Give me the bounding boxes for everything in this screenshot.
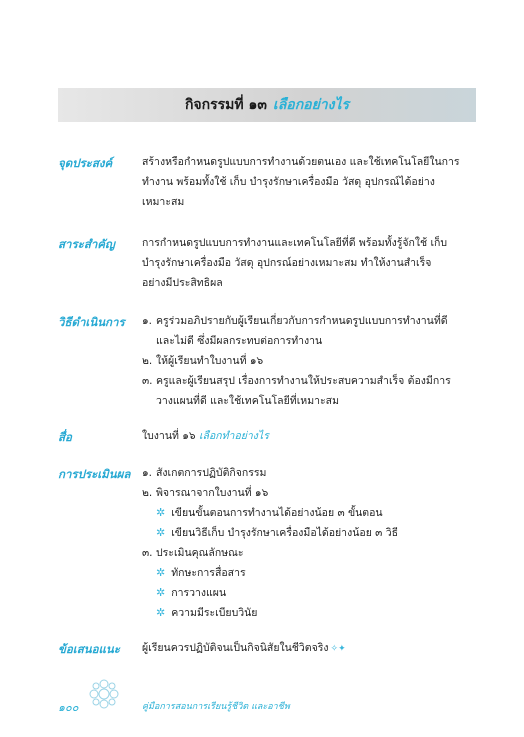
evaluation-item: [142, 483, 462, 543]
procedure-number: ๒.: [142, 355, 153, 367]
flower-doodle-icon: [84, 676, 124, 712]
objective-text: [142, 152, 462, 212]
suggestion-body: ผู้เรียนควรปฏิบัติจนเป็นกิจนิสัยในชีวิตจริง: [142, 642, 329, 654]
evaluation-number: ๑.: [142, 467, 153, 479]
procedure-number: ๑.: [142, 315, 153, 327]
media-prefix: ใบงานที่ ๑๖: [142, 430, 196, 442]
suggestion-label: ข้อเสนอแนะ: [58, 642, 120, 656]
objective-line: ทำงาน พร้อมทั้งใช้ เก็บ บำรุงรักษาเครื่องมือ วัสดุ อุปกรณ์ได้อย่าง: [142, 176, 435, 188]
procedure-item: [142, 371, 462, 411]
procedure-item: [142, 311, 462, 351]
essence-text: [142, 233, 462, 293]
procedure-list: [142, 311, 462, 411]
evaluation-text: พิจารณาจากใบงานที่ ๑๖: [156, 487, 269, 499]
procedure-line: วางแผนที่ดี และใช้เทคโนโลยีที่เหมาะสม: [156, 395, 339, 407]
essence-label: สาระสำคัญ: [58, 237, 115, 251]
activity-title: [58, 88, 476, 122]
objective-label: จุดประสงค์: [58, 156, 113, 170]
book-title: คู่มือการสอนการเรียนรู้ชีวิต และอาชีพ: [142, 702, 290, 712]
evaluation-item: [142, 463, 462, 483]
objective-line: สร้างหรือกำหนดรูปแบบการทำงานด้วยตนเอง และใช้เทคโนโลยีในการ: [142, 156, 460, 168]
essence-line: การกำหนดรูปแบบการทำงานและเทคโนโลยีที่ดี พร้อมทั้งรู้จักใช้ เก็บ: [142, 237, 448, 249]
evaluation-bullet: [142, 503, 462, 523]
evaluation-text: สังเกตการปฏิบัติกิจกรรม: [156, 467, 267, 479]
suggestion-text: [142, 638, 462, 659]
bullet-star-icon: ✲: [156, 526, 166, 539]
procedure-label: วิธีดำเนินการ: [58, 315, 125, 329]
evaluation-bullet: [142, 563, 462, 583]
bullet-star-icon: ✲: [156, 566, 166, 579]
procedure-line: และไม่ดี ซึ่งมีผลกระทบต่อการทำงาน: [156, 335, 323, 347]
essence-line: บำรุงรักษาเครื่องมือ วัสดุ อุปกรณ์อย่างเหมาะสม ทำให้งานสำเร็จ: [142, 257, 432, 269]
sparkle-icon: ✧✦: [330, 644, 346, 654]
bullet-text: ความมีระเบียบวินัย: [171, 607, 258, 619]
evaluation-item: [142, 543, 462, 623]
media-label: สื่อ: [58, 430, 72, 444]
objective-line: เหมาะสม: [142, 196, 185, 208]
media-text: [142, 426, 462, 446]
activity-title-sub: เลือกอย่างไร: [272, 97, 350, 113]
procedure-line: ให้ผู้เรียนทำใบงานที่ ๑๖: [156, 355, 264, 367]
activity-title-main: กิจกรรมที่ ๑๓: [184, 97, 267, 113]
evaluation-bullet: [142, 583, 462, 603]
evaluation-bullet: [142, 603, 462, 623]
bullet-star-icon: ✲: [156, 506, 166, 519]
evaluation-label: การประเมินผล: [58, 467, 131, 481]
procedure-line: ครูร่วมอภิปรายกับผู้เรียนเกี่ยวกับการกำหนดรูปแบบการทำงานที่ดี: [156, 315, 448, 327]
evaluation-number: ๓.: [142, 547, 153, 559]
evaluation-text: ประเมินคุณลักษณะ: [156, 547, 244, 559]
bullet-star-icon: ✲: [156, 606, 166, 619]
procedure-number: ๓.: [142, 375, 153, 387]
evaluation-number: ๒.: [142, 487, 153, 499]
media-accent: เลือกทำอย่างไร: [198, 430, 269, 442]
activity-banner: [58, 88, 476, 122]
evaluation-list: [142, 463, 462, 623]
bullet-star-icon: ✲: [156, 586, 166, 599]
bullet-text: การวางแผน: [171, 587, 227, 599]
bullet-text: เขียนวิธีเก็บ บำรุงรักษาเครื่องมือได้อย่างน้อย ๓ วิธี: [171, 527, 398, 539]
procedure-line: ครูและผู้เรียนสรุป เรื่องการทำงานให้ประสบความสำเร็จ ต้องมีการ: [156, 375, 451, 387]
essence-line: อย่างมีประสิทธิผล: [142, 277, 223, 289]
bullet-text: ทักษะการสื่อสาร: [171, 567, 246, 579]
bullet-text: เขียนขั้นตอนการทำงานได้อย่างน้อย ๓ ขั้นตอน: [171, 507, 383, 519]
page-number: ๑๐๐: [58, 701, 79, 714]
evaluation-bullet: [142, 523, 462, 543]
procedure-item: [142, 351, 462, 371]
